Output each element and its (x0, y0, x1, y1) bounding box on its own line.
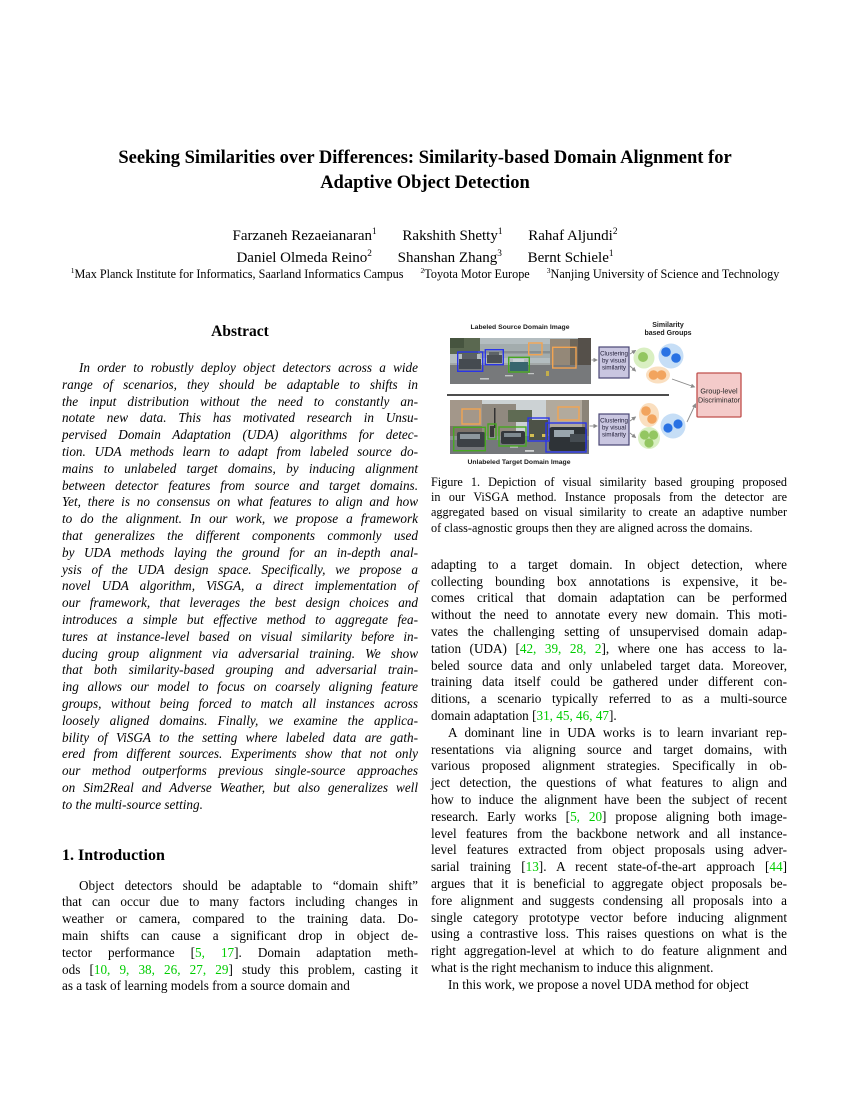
text-line: that both similarity-based grouping and adversarial train- (62, 662, 418, 678)
author-2 (402, 228, 502, 244)
citation-link[interactable]: 5, 17 (195, 944, 235, 960)
author-affil-sup: 1 (372, 227, 377, 237)
citation-link[interactable]: 10, 9, 38, 26, 27, 29 (93, 961, 229, 977)
text-line: of class-agnostic groups then they are aligned across the domains. (431, 520, 753, 535)
author-6 (528, 250, 614, 266)
cluster-orange-dot (657, 370, 667, 380)
text-line: In order to robustly deploy object detectors across a wide (79, 360, 418, 375)
author-name: Farzaneh Rezaeianaran (232, 228, 373, 244)
citation-link[interactable]: 5, 20 (570, 808, 603, 824)
right-column (431, 318, 787, 994)
text-line: tector performance [5, 17]. Domain adaptation meth- (62, 944, 418, 960)
author-3 (528, 228, 617, 244)
affiliation-1 (71, 267, 404, 281)
cluster-blue-dot (661, 347, 671, 357)
text-line: what is the right mechanism to induce this alignment. (431, 959, 714, 975)
source-scene-art (450, 338, 591, 384)
text-line: introduces a simple but effective method to aggregate fea- (62, 611, 418, 627)
title-line-1: Seeking Similarities over Differences: Similarity-based Domain Alignment for (118, 148, 732, 168)
arrow-clustering-to-groups (630, 417, 636, 421)
citation-link[interactable]: 31, 45, 46, 47 (536, 707, 609, 723)
text-line: in our ViSGA method. Instance proposals from the detector are (431, 490, 787, 505)
paper-title (0, 146, 850, 196)
text-line: that generalizes the different components commonly used (62, 527, 418, 543)
arrow-groups-to-discriminator (687, 404, 696, 422)
cluster-orange-dot (647, 414, 657, 424)
text-line: notate new data. This has motivated research in Unsu- (62, 410, 418, 426)
text-line: training data itself could be gathered under different con- (431, 674, 787, 690)
text-line: tures at instance-level based on visual similarity before in- (62, 628, 418, 644)
text-line: Object detectors should be adaptable to “domain shift” (79, 877, 418, 893)
affiliation-list (0, 267, 850, 282)
source-cluster-groups (634, 344, 684, 384)
body-paragraph-2 (431, 725, 787, 977)
text-line: level features extracted from object proposals using adver- (431, 842, 787, 858)
source-image-label: Labeled Source Domain Image (470, 324, 570, 331)
figure-1 (431, 318, 791, 470)
text-line: loosely aligned domains. Finally, we examine the applica- (62, 712, 418, 728)
source-domain-image (450, 338, 591, 384)
author-list (0, 226, 850, 269)
citation-link[interactable]: 13 (525, 859, 539, 875)
arrow-groups-to-discriminator (672, 379, 695, 387)
body-paragraph-3 (431, 977, 787, 994)
text-line: on Sim2Real and Adverse Weather, but also generalizes well (62, 779, 418, 795)
author-5 (398, 250, 502, 266)
author-name: Daniel Olmeda Reino (236, 249, 368, 266)
similarity-groups-label-line2: based Groups (644, 330, 692, 337)
text-line: without the need to annotate every new domain. This moti- (431, 607, 787, 623)
text-line: ods [10, 9, 38, 26, 27, 29] study this problem, casting it (62, 961, 419, 977)
clustering-label-line: similarity (601, 431, 627, 439)
text-line: right aggregation-level at which to do feature alignment and (431, 943, 787, 959)
text-line: between detector features from source and target domains. (62, 477, 418, 493)
cluster-green-dot (644, 438, 653, 447)
author-row-2 (0, 248, 850, 270)
clustering-box-target (599, 414, 629, 445)
text-line: A dominant line in UDA works is to learn invariant rep- (448, 724, 787, 740)
text-line: tation (UDA) [42, 39, 28, 2], where one has access to la- (431, 640, 788, 656)
text-line: using a contrastive loss. This raises questions on what is the (431, 926, 787, 942)
clustering-label-line: similarity (601, 364, 627, 372)
introduction-heading: 1. Introduction (62, 846, 165, 864)
author-name: Rakshith Shetty (402, 228, 498, 244)
text-line: domain adaptation [31, 45, 46, 47]. (431, 707, 617, 723)
introduction-text (62, 878, 418, 996)
text-line: ducing group alignment via adversarial training. We show (62, 645, 418, 661)
text-line: mains to unlabeled target domains, by inducing alignment (62, 460, 418, 476)
target-cluster-groups (638, 403, 686, 449)
figure-caption (431, 475, 787, 536)
text-line: how to induce the alignment have been the subject of recent (431, 791, 787, 807)
target-image-label: Unlabeled Target Domain Image (467, 459, 571, 466)
cluster-green-dot (638, 352, 648, 362)
affiliation-2 (421, 267, 530, 281)
text-line: ditions, a scenario typically referred to as a multi-source (431, 691, 787, 707)
affil-sup: 1 (70, 265, 75, 275)
affil-text: Toyota Motor Europe (424, 267, 530, 281)
text-line: comes critical that domain adaptation can be performed (431, 590, 787, 606)
target-domain-image (450, 400, 589, 454)
abstract-text (62, 360, 418, 814)
right-column-body (431, 557, 787, 994)
clustering-label-line: by visual (601, 424, 627, 432)
affil-text: Nanjing University of Science and Technology (550, 267, 780, 281)
author-affil-sup: 2 (612, 227, 618, 237)
affil-sup: 3 (546, 265, 551, 275)
cluster-orange-dot (641, 406, 651, 416)
text-line: Figure 1. Depiction of visual similarity based grouping proposed (431, 475, 787, 489)
discriminator-label-line2: Discriminator (698, 395, 740, 405)
discriminator-label-line1: Group-level (700, 386, 738, 396)
clustering-box-source (599, 347, 629, 378)
cluster-green-dot (640, 430, 649, 439)
clustering-label-line: Clustering (600, 417, 628, 425)
text-line: main shifts can cause a significant drop in object de- (62, 927, 418, 943)
text-line: weather or camera, compared to the training data. Do- (62, 911, 418, 927)
citation-link[interactable]: 42, 39, 28, 2 (519, 640, 602, 656)
text-line: resentations via aligning source and target domains, with (431, 741, 787, 757)
abstract-heading: Abstract (211, 323, 269, 340)
clustering-label-line: by visual (601, 357, 627, 365)
text-line: ject detection, the questions of what features to align and (431, 775, 787, 791)
text-line: Yet, there is no consensus on what features to align and how (62, 494, 418, 510)
text-line: to the multi-source setting. (62, 796, 203, 812)
author-affil-sup: 1 (608, 248, 614, 259)
body-paragraph-1 (431, 557, 787, 725)
text-line: the input distribution without the need to constantly an- (62, 393, 418, 409)
text-line: pervised Domain Adaptation (UDA) algorithms for detec- (62, 427, 418, 443)
cluster-green-dot (649, 430, 658, 439)
text-line: various proposed alignment strategies. Specifically in ob- (431, 758, 787, 774)
author-affil-sup: 2 (367, 248, 372, 259)
cluster-blue-dot (663, 423, 672, 432)
text-line: novel UDA algorithm, ViSGA, a direct implementation of (62, 578, 418, 594)
text-line: vates the challenging setting of unsupervised domain adap- (431, 624, 787, 639)
text-line: ing allows our model to focus on coarsely aligning feature (62, 679, 418, 695)
arrow-clustering-to-groups (630, 366, 636, 371)
arrow-clustering-to-groups (630, 433, 636, 438)
text-line: as a task of learning models from a source domain and (62, 978, 350, 994)
title-line-2: Adaptive Object Detection (320, 173, 530, 193)
author-name: Shanshan Zhang (397, 249, 498, 266)
text-line: our framework, that leverages the best design choices and (62, 595, 418, 611)
text-line: argues that it is beneficial to aggregate object proposals be- (431, 875, 787, 891)
author-4 (236, 250, 371, 266)
text-line: ysis of the UDA design space. Specifically, we propose a (62, 561, 418, 577)
author-row-1 (0, 226, 850, 248)
author-name: Bernt Schiele (527, 249, 609, 266)
author-name: Rahaf Aljundi (528, 228, 613, 244)
text-line: In this work, we propose a novel UDA method for object (448, 976, 749, 992)
affil-text: Max Planck Institute for Informatics, Saarland Informatics Campus (74, 267, 404, 281)
text-line: tion. UDA methods learn to adapt from labeled source do- (62, 443, 418, 459)
author-affil-sup: 1 (497, 227, 503, 237)
text-line: our method outperforms previous single-source approaches (62, 763, 418, 779)
text-line: ered from different sources. Experiments show that not only (62, 746, 418, 762)
text-line: bility of ViSGA to the setting where labeled data are gath- (62, 729, 418, 745)
affil-sup: 2 (420, 265, 425, 275)
text-line: collecting bounding box annotations is expensive, it be- (431, 573, 787, 589)
text-line: single category prototype vector before inducing alignment (431, 909, 787, 925)
domain-divider (447, 394, 669, 396)
text-line: fore alignment and suggests condensing all proposals into a (431, 892, 787, 908)
group-level-discriminator (697, 373, 741, 417)
text-line: to do the alignment. In our work, we propose a framework (62, 511, 418, 527)
citation-link[interactable]: 44 (769, 859, 783, 875)
text-line: research. Early works [5, 20] propose aligning both image- (431, 808, 788, 824)
clustering-label-line: Clustering (600, 350, 628, 358)
affiliation-3 (547, 267, 780, 281)
text-line: adapting to a target domain. In object detection, where (431, 556, 787, 572)
text-line: level features from the backbone network and all instance- (431, 825, 787, 841)
text-line: by UDA methods laying the ground for an in-depth anal- (62, 544, 418, 560)
text-line: groups, without being forced to match all instances across (62, 695, 418, 711)
cluster-orange-halo (639, 403, 659, 427)
author-affil-sup: 3 (497, 248, 502, 259)
left-column (62, 323, 418, 995)
text-line: that can occur due to many factors including changes in (62, 894, 418, 910)
text-line: aggregated based on visual similarity to create an adaptive number (431, 505, 787, 520)
text-line: sarial training [13]. A recent state-of-the-art approach [44] (431, 859, 788, 875)
text-line: range of scenarios, they should be adaptable to shifts in (62, 376, 418, 392)
similarity-groups-label-line1: Similarity (652, 322, 684, 329)
text-line: beled source data and only unlabeled target data. Moreover, (431, 657, 787, 673)
author-1 (233, 228, 377, 244)
cluster-blue-dot (673, 419, 682, 428)
cluster-blue-dot (671, 353, 681, 363)
